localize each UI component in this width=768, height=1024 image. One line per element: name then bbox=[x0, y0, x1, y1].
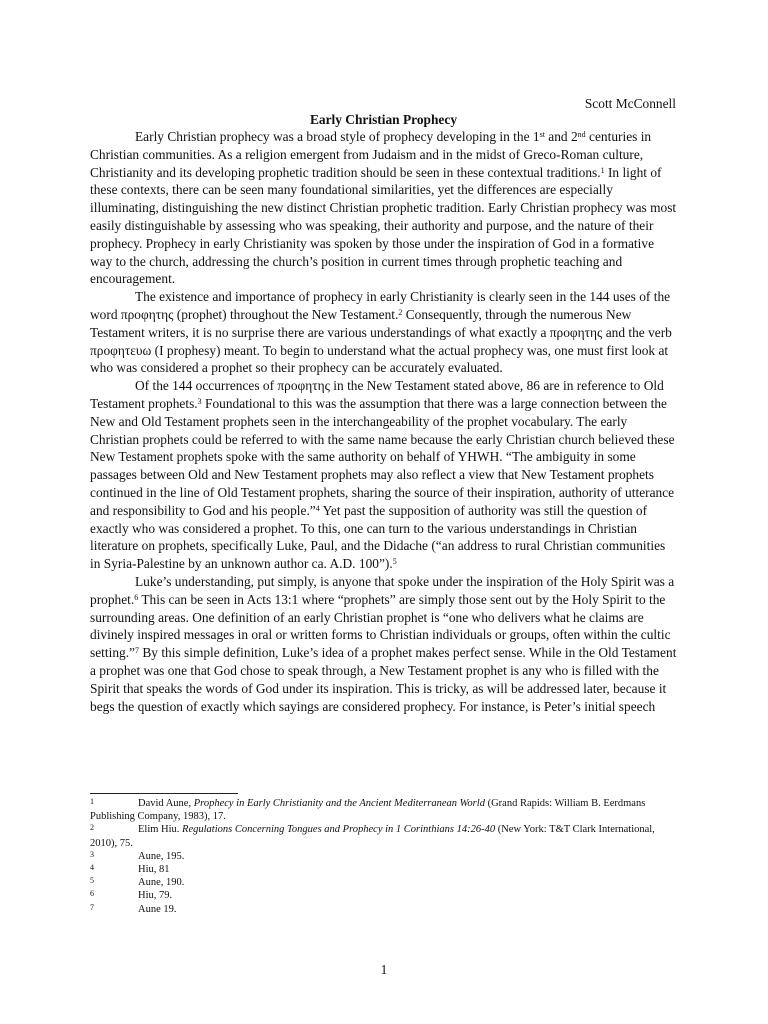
footnote-number: 5 bbox=[90, 876, 94, 886]
text-run: Of the 144 occurrences of προφητης in the New Testament stated above, 86 are in reference to Old Testament prophets. bbox=[90, 378, 664, 411]
superscript: 6 bbox=[134, 592, 139, 602]
text-run: Foundational to this was the assumption that there was a large connection between the New and Old Testament prophets seen in the interchangeability of the prophet vocabulary. The early Christian prophets could be referred to with the same name because the early Christian church believed these New Testament prophets spoke with the same authority on behalf of YHWH. “The ambiguity in some passages between Old and New Testament prophets may also reflect a view that New Testament prophets continued in the line of Old Testament prophets, sharing the source of their inspiration, authority of utterance and responsibility to God and his people.” bbox=[90, 395, 675, 518]
text-run: Yet past the supposition of authority was still the question of exactly who was considered a prophet. To this, one can turn to the various understandings in Christian literature on prophets, specifically Luke, Paul, and the Didache (“an address to rural Christian communities in Syria-Palestine by an unknown author ca. A.D. 100”). bbox=[90, 502, 666, 572]
page-number: 1 bbox=[380, 962, 388, 977]
superscript: st bbox=[539, 130, 545, 139]
text-run: The existence and importance of prophecy in early Christianity is clearly seen in the 144 uses of the word προφητης (prophet) throughout the New Testament. bbox=[90, 289, 671, 322]
text-run: (Grand Rapids: William B. Eerdmans Publishing Company, 1983), 17. bbox=[90, 798, 646, 823]
text-run: Hiu, 81 bbox=[138, 864, 170, 876]
footnote-number: 6 bbox=[90, 889, 94, 899]
page-title: Early Christian Prophecy bbox=[309, 112, 458, 127]
footnote bbox=[90, 823, 678, 849]
book-title: Prophecy in Early Christianity and the Ancient Mediterranean World bbox=[193, 798, 485, 809]
text-run: Aune, 190. bbox=[138, 877, 185, 889]
footnote-text bbox=[90, 797, 678, 823]
footnote-text bbox=[90, 876, 678, 889]
text-run: David Aune, bbox=[138, 798, 194, 809]
superscript: 1 bbox=[600, 165, 605, 175]
footnote-separator bbox=[90, 793, 238, 794]
footnote-number: 4 bbox=[90, 863, 94, 873]
text-run: Elim Hiu. bbox=[138, 824, 183, 836]
author-name: Scott McConnell bbox=[584, 96, 676, 111]
paragraph bbox=[90, 377, 678, 573]
footnotes bbox=[90, 797, 678, 916]
paragraph bbox=[90, 573, 678, 715]
text-run: This can be seen in Acts 13:1 where “prophets” are simply those sent out by the Holy Spirit to the surrounding areas. One definition of an early Christian prophet is “one who delivers what he claims are divinely inspired messages in oral or written forms to Christian individuals or groups, often within the cultic setting.” bbox=[90, 591, 671, 661]
footnote bbox=[90, 863, 678, 876]
text-run: By this simple definition, Luke’s idea of a prophet makes perfect sense. While in the Old Testament a prophet was one that God chose to speak through, a New Testament prophet is any who is filled with the Spirit that speaks the words of God under its inspiration. This is tricky, as will be addressed later, because it begs the question of exactly which sayings are considered prophecy. For instance, is Peter’s initial speech bbox=[90, 645, 677, 714]
footnote bbox=[90, 889, 678, 902]
footnote-text bbox=[90, 850, 678, 863]
footnote-text bbox=[90, 823, 678, 849]
footnote-number: 7 bbox=[90, 902, 94, 912]
superscript: nd bbox=[577, 130, 586, 139]
superscript: 5 bbox=[392, 557, 397, 567]
footnote-text bbox=[90, 903, 678, 916]
body-text bbox=[90, 128, 678, 715]
superscript: 3 bbox=[197, 396, 202, 406]
text-run: Luke’s understanding, put simply, is anyone that spoke under the inspiration of the Holy Spirit was a prophet. bbox=[90, 573, 675, 607]
text-run: In light of these contexts, there can be seen many foundational similarities, yet the differences are especially illuminating, distinguishing the new distinct Christian prophetic tradition. Early Christian prophecy was most easily distinguishable by assessing who was speaking, their authority and purpose, and the nature of their prophecy. Prophecy in early Christianity was spoken by those under the inspiration of God in a formative way to the church, addressing the church’s position in current times through prophetic teaching and encouragement. bbox=[90, 164, 677, 287]
superscript: 7 bbox=[135, 646, 139, 656]
text-run: centuries in Christian communities. As a religion emergent from Judaism and in the midst of Greco-Roman culture, Christianity and its developing prophetic tradition should be seen in these contextual traditions. bbox=[90, 129, 652, 180]
footnote-number: 1 bbox=[90, 797, 94, 806]
book-title: Regulations Concerning Tongues and Prophecy in 1 Corinthians 14:26-40 bbox=[182, 824, 496, 836]
text-run: Aune, 195. bbox=[138, 850, 185, 862]
footnote bbox=[90, 903, 678, 916]
text-run: Early Christian prophecy was a broad style of prophecy developing in the 1 bbox=[135, 129, 540, 144]
superscript: 4 bbox=[315, 503, 320, 513]
footnote-text bbox=[90, 863, 678, 876]
text-run: Hiu, 79. bbox=[138, 890, 173, 902]
text-run: and 2 bbox=[544, 129, 578, 144]
paragraph bbox=[90, 288, 678, 377]
footnote bbox=[90, 876, 678, 889]
text-run: Consequently, through the numerous New Testament writers, it is no surprise there are various understandings of what exactly a προφητης and the verb προφητευω (I prophesy) meant. To begin to understand what the actual prophecy was, one must first look at who was considered a prophet so their prophecy can be accurately evaluated. bbox=[90, 306, 672, 376]
paragraph bbox=[90, 128, 678, 288]
footnote-text bbox=[90, 889, 678, 902]
text-run: Aune 19. bbox=[138, 903, 177, 915]
superscript: 2 bbox=[398, 307, 403, 317]
footnote-number: 2 bbox=[90, 823, 94, 833]
text-run: (New York: T&T Clark International, 2010), 75. bbox=[90, 824, 655, 849]
footnote bbox=[90, 797, 678, 823]
footnote-number: 3 bbox=[90, 849, 94, 859]
footnote bbox=[90, 850, 678, 863]
